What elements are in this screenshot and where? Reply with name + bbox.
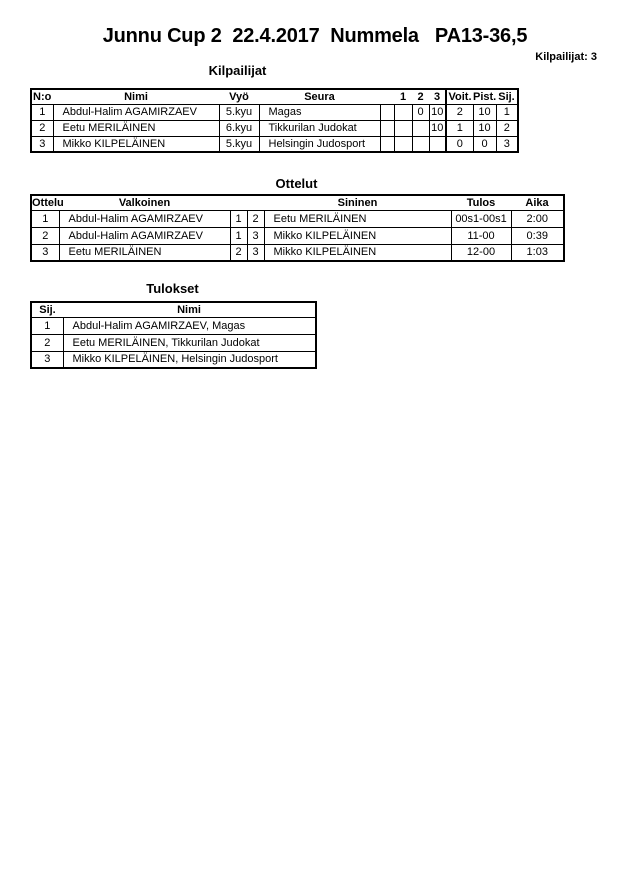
col-header-opponent-2: 2 (412, 89, 429, 104)
cell-score-vs2: 0 (412, 104, 429, 120)
cell-name-club: Mikko KILPELÄINEN, Helsingin Judosport (63, 351, 316, 368)
cell-wins: 2 (446, 104, 473, 120)
col-header-name: Nimi (63, 302, 316, 317)
cell-blue-name: Mikko KILPELÄINEN (264, 227, 451, 244)
cell-club: Helsingin Judosport (259, 136, 380, 152)
cell-white-name: Abdul-Halim AGAMIRZAEV (59, 210, 230, 227)
cell-match-no: 2 (31, 227, 59, 244)
col-header-pist: Pist. (473, 90, 497, 103)
cell-score-vs2 (412, 136, 429, 152)
cell-white-no: 2 (230, 244, 247, 261)
cell-club: Tikkurilan Judokat (259, 120, 380, 136)
ottelut-heading: Ottelut (275, 176, 318, 191)
col-header-blue-no (247, 195, 264, 210)
competitor-count: Kilpailijat: 3 (535, 51, 597, 63)
cell-blue-name: Mikko KILPELÄINEN (264, 244, 451, 261)
cell-place: 2 (496, 120, 518, 136)
cell-result: 00s1-00s1 (451, 210, 511, 227)
match-row (31, 210, 564, 227)
cell-score-vs2 (412, 120, 429, 136)
cell-place: 3 (31, 351, 63, 368)
col-header-opponent-1: 1 (394, 89, 412, 104)
result-row (31, 351, 316, 368)
cell-spacer (380, 104, 394, 120)
col-header-time: Aika (511, 195, 564, 210)
cell-points: 10 (473, 120, 496, 136)
cell-blue-no: 3 (247, 244, 264, 261)
cell-belt: 5.kyu (219, 104, 259, 120)
col-header-sij: Sij. (496, 89, 518, 104)
cell-no: 3 (31, 136, 53, 152)
match-row (31, 244, 564, 261)
cell-time: 2:00 (511, 210, 564, 227)
col-header-result: Tulos (451, 195, 511, 210)
cell-spacer (380, 136, 394, 152)
cell-no: 1 (31, 104, 53, 120)
competitor-row (31, 104, 518, 120)
match-row (31, 227, 564, 244)
col-header-opponent-3: 3 (429, 89, 446, 104)
cell-name: Eetu MERILÄINEN (53, 120, 219, 136)
tulokset-table (30, 301, 317, 369)
col-header-no: N:o (33, 90, 52, 103)
ottelut-table (30, 194, 565, 262)
col-header-nimi: Nimi (53, 89, 219, 104)
cell-time: 0:39 (511, 227, 564, 244)
cell-wins: 1 (446, 120, 473, 136)
cell-belt: 6.kyu (219, 120, 259, 136)
cell-white-no: 1 (230, 210, 247, 227)
cell-blue-name: Eetu MERILÄINEN (264, 210, 451, 227)
col-header-blue: Sininen (264, 195, 451, 210)
cell-result: 12-00 (451, 244, 511, 261)
cell-wins: 0 (446, 136, 473, 152)
kilpailijat-header-row (31, 89, 518, 104)
cell-score-vs3 (429, 136, 446, 152)
result-row (31, 334, 316, 351)
col-header-vyo: Vyö (219, 89, 259, 104)
tulokset-heading: Tulokset (146, 281, 199, 296)
cell-place: 1 (31, 317, 63, 334)
result-row (31, 317, 316, 334)
cell-blue-no: 2 (247, 210, 264, 227)
cell-points: 10 (473, 104, 496, 120)
cell-name-club: Eetu MERILÄINEN, Tikkurilan Judokat (63, 334, 316, 351)
col-header-seura: Seura (259, 89, 380, 104)
cell-score-vs1 (394, 120, 412, 136)
cell-name-club: Abdul-Halim AGAMIRZAEV, Magas (63, 317, 316, 334)
kilpailijat-table (30, 88, 519, 153)
cell-white-name: Eetu MERILÄINEN (59, 244, 230, 261)
page-title: Junnu Cup 2 22.4.2017 Nummela PA13-36,5 (102, 25, 528, 47)
cell-match-no: 3 (31, 244, 59, 261)
col-header-white-no (230, 195, 247, 210)
cell-club: Magas (259, 104, 380, 120)
competitor-row (31, 136, 518, 152)
competitor-row (31, 120, 518, 136)
col-header-white: Valkoinen (59, 195, 230, 210)
cell-time: 1:03 (511, 244, 564, 261)
cell-belt: 5.kyu (219, 136, 259, 152)
cell-place: 3 (496, 136, 518, 152)
cell-blue-no: 3 (247, 227, 264, 244)
cell-score-vs3: 10 (429, 120, 446, 136)
cell-place: 1 (496, 104, 518, 120)
cell-no: 2 (31, 120, 53, 136)
col-header-voit: Voit. (446, 89, 473, 104)
cell-score-vs3: 10 (429, 104, 446, 120)
cell-name: Mikko KILPELÄINEN (53, 136, 219, 152)
cell-points: 0 (473, 136, 496, 152)
col-header-place: Sij. (31, 302, 63, 317)
cell-match-no: 1 (31, 210, 59, 227)
col-header-match-no: Ottelu (32, 196, 64, 209)
col-header-spacer (380, 89, 394, 104)
cell-place: 2 (31, 334, 63, 351)
cell-score-vs1 (394, 136, 412, 152)
cell-white-name: Abdul-Halim AGAMIRZAEV (59, 227, 230, 244)
kilpailijat-heading: Kilpailijat (208, 63, 267, 78)
ottelut-header-row (31, 195, 564, 210)
cell-white-no: 1 (230, 227, 247, 244)
cell-score-vs1 (394, 104, 412, 120)
cell-spacer (380, 120, 394, 136)
tulokset-header-row (31, 302, 316, 317)
cell-result: 11-00 (451, 227, 511, 244)
cell-name: Abdul-Halim AGAMIRZAEV (53, 104, 219, 120)
